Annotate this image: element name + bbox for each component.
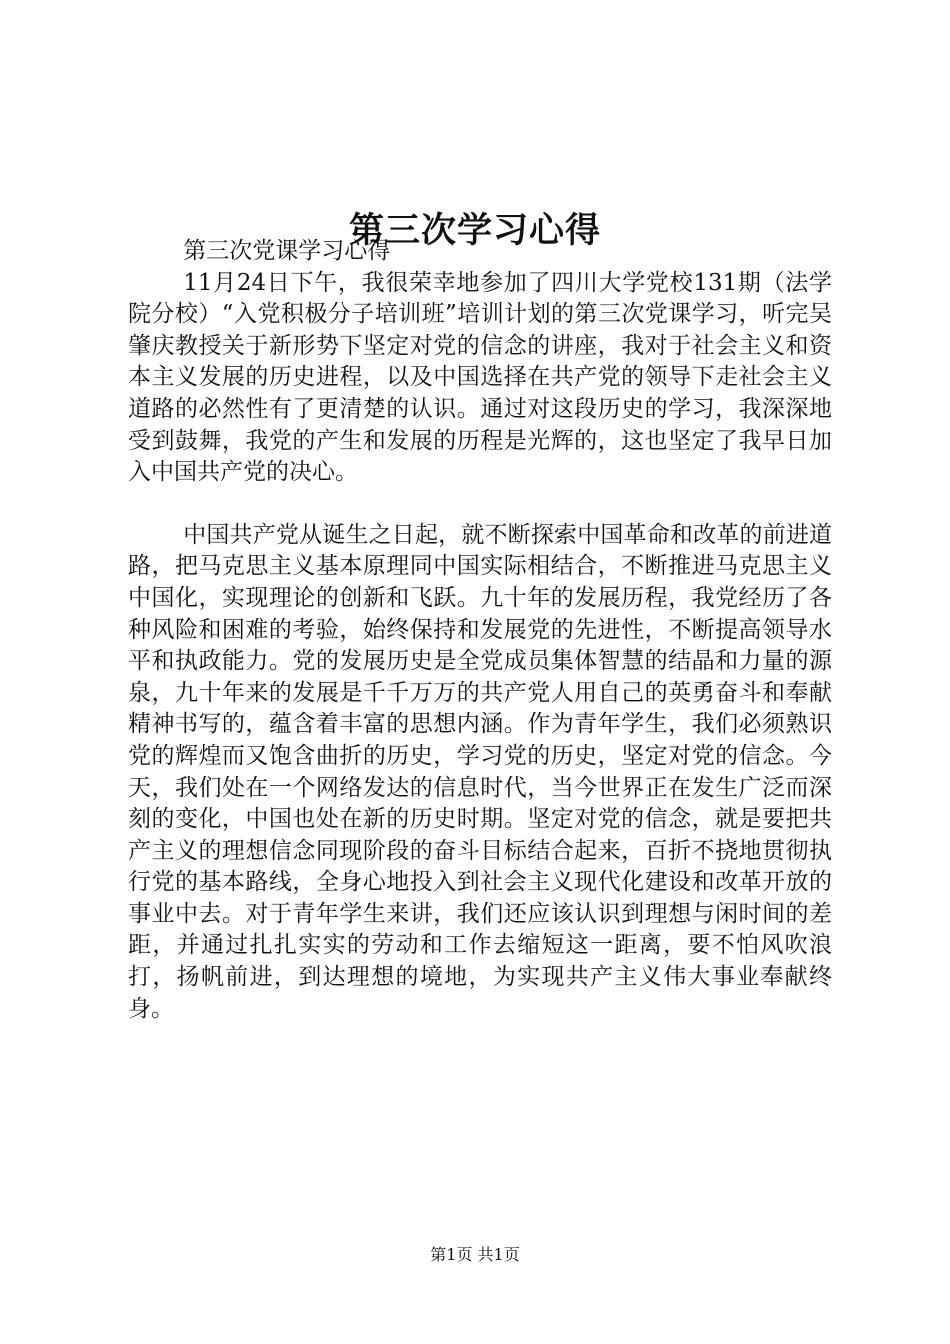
paragraph-2: 中国共产党从诞生之日起，就不断探索中国革命和改革的前进道路，把马克思主义基本原理同中国实际相结合，不断推进马克思主义中国化，实现理论的创新和飞跃。九十年的发展历程，我党经历了各种风险和困难的考验，始终保持和发展党的先进性，不断提高领导水平和执政能力。党的发展历史是全党成员集体智慧的结晶和力量的源泉，九十年来的发展是千千万万的共产党人用自己的英勇奋斗和奉献精神书写的，蕴含着丰富的思想内涵。作为青年学生，我们必须熟识党的辉煌而又饱含曲折的历史，学习党的历史，坚定对党的信念。今天，我们处在一个网络发达的信息时代，当今世界正在发生广泛而深刻的变化，中国也处在新的历史时期。坚定对党的信念，就是要把共产主义的理想信念同现阶段的奋斗目标结合起来，百折不挠地贯彻执行党的基本路线，全身心地投入到社会主义现代化建设和改革开放的事业中去。对于青年学生来讲，我们还应该认识到理想与闲时间的差距，并通过扎扎实实的劳动和工作去缩短这一距离，要不怕风吹浪打，扬帆前进，到达理想的境地，为实现共产主义伟大事业奉献终身。 bbox=[128, 521, 832, 1022]
document-body bbox=[128, 236, 832, 1025]
document-title: 第三次学习心得 bbox=[348, 210, 601, 252]
document-subtitle: 第三次党课学习心得 bbox=[183, 238, 391, 264]
page-footer: 第1页 共1页 bbox=[430, 1245, 520, 1264]
paragraph-1: 11月24日下午，我很荣幸地参加了四川大学党校131期（法学院分校）“入党积极分子培训班”培训计划的第三次党课学习，听完吴肇庆教授关于新形势下坚定对党的信念的讲座，我对于社会主义和资本主义发展的历史进程，以及中国选择在共产党的领导下走社会主义道路的必然性有了更清楚的认识。通过对这段历史的学习，我深深地受到鼓舞，我党的产生和发展的历程是光辉的，这也坚定了我早日加入中国共产党的决心。 bbox=[128, 269, 832, 486]
